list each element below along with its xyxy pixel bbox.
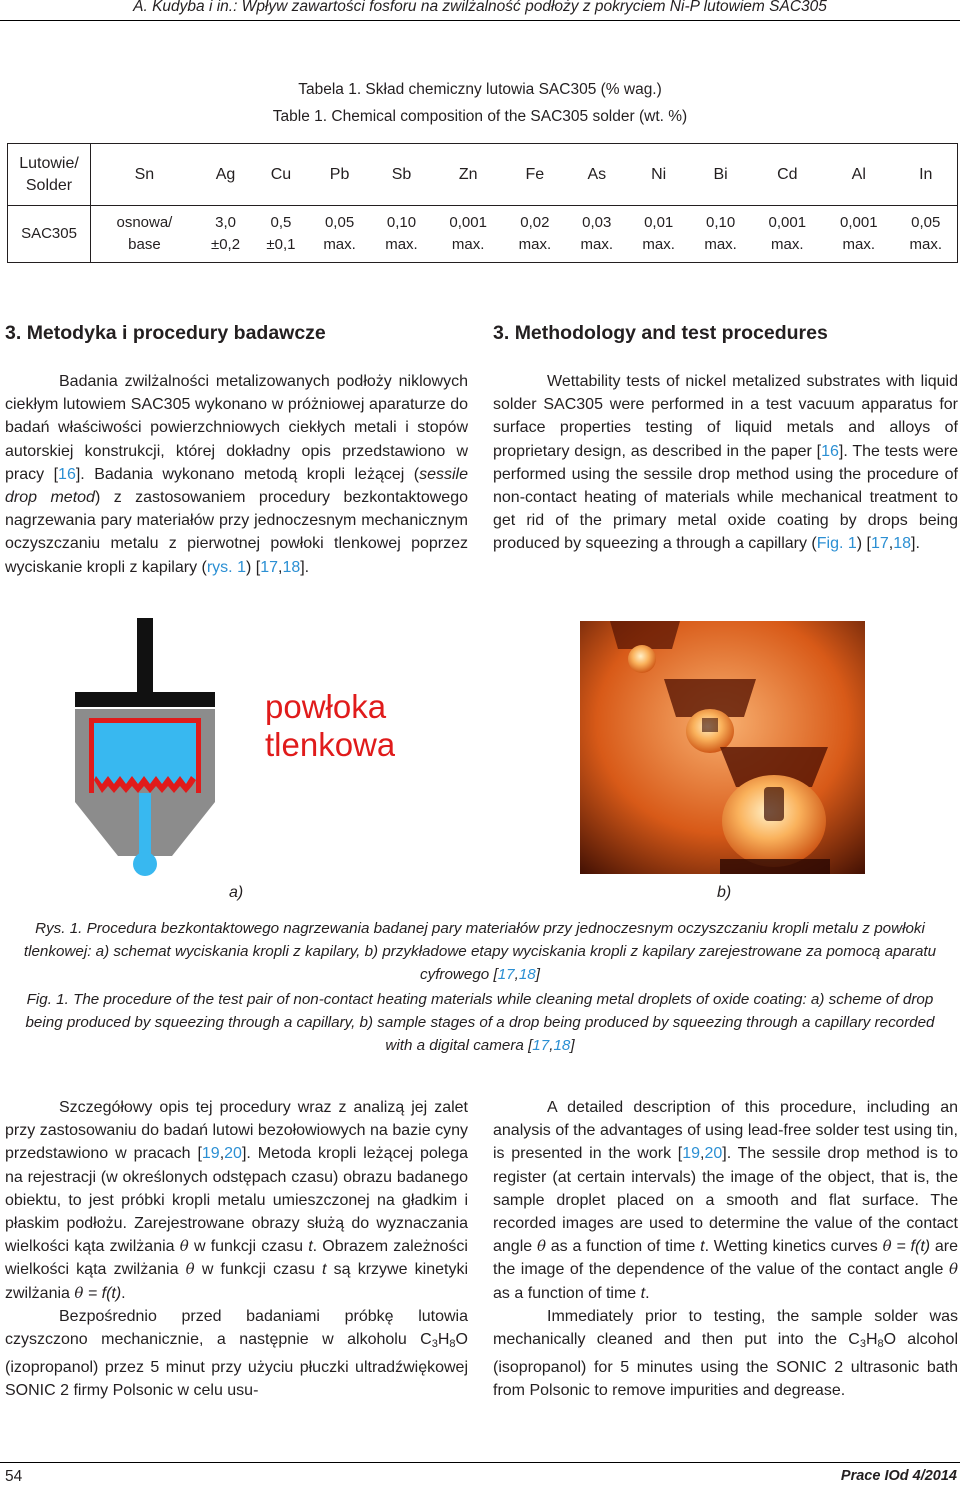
column-header: Pb: [309, 144, 371, 206]
table-caption-en: Table 1. Chemical composition of the SAC305 solder (wt. %): [272, 108, 688, 125]
header-label-line1: Lutowie/: [19, 154, 79, 172]
column-header: Cd: [752, 144, 823, 206]
column-header: Fe: [504, 144, 566, 206]
liquid-metal: [94, 723, 196, 784]
column-header: In: [895, 144, 958, 206]
table-cell: 0,001 max.: [752, 206, 823, 263]
journal-name: Prace IOd 4/2014: [840, 1468, 957, 1484]
citation-link[interactable]: 18: [282, 558, 301, 576]
citation-link[interactable]: 17: [260, 558, 278, 576]
table-cell: 0,01 max.: [628, 206, 690, 263]
table-cell: 0,001 max.: [432, 206, 503, 263]
citation-link[interactable]: 19: [682, 1145, 701, 1163]
column-header: As: [566, 144, 628, 206]
oxide-label-line2: tlenkowa: [265, 726, 395, 763]
paragraph-en-2: A detailed description of this procedure, including an analysis of the advantages of using lead-free solder test using tin, is presented in the work [19,20]. The sessile drop method is to register (at certain intervals) the image of the object, that is, the sample droplet placed on a smooth and flat surface. The recorded images are used to determine the value of the contact angle θ as a function of time t. Wetting kinetics curves θ = f(t) are the image of the dependence of the value of the contact angle θ as a function of time t. Immediately prior to testing, the sample solder was mechanically cleaned and then put into the C3H8O alcohol (isopropanol) for 5 minutes using the SONIC 2 ultrasonic bath from Polsonic to remove impurities and degrease.: [493, 1099, 959, 1400]
citation-link[interactable]: 17: [532, 1036, 550, 1054]
table-cell: 0,02 max.: [504, 206, 566, 263]
column-header: Ag: [198, 144, 253, 206]
citation-link[interactable]: 16: [58, 465, 76, 483]
table-cell: 0,5 ±0,1: [253, 206, 308, 263]
table-row: [8, 206, 958, 263]
table-cell: osnowa/ base: [91, 206, 198, 263]
citation-link[interactable]: 20: [224, 1145, 242, 1163]
paragraph-pl-1: Badania zwilżalności metalizowanych podłoży niklowych ciekłym lutowiem SAC305 wykonano w próżniowej aparaturze do badań właściwości powierzchniowych ciekłych metali i stopów autorskiej konstrukcji, której dokładny opis przedstawiono w pracy [16]. Badania wykonano metodą kropli leżącej (sessile drop metod) z zastosowaniem procedury bezkontaktowego nagrzewania pary materiałów przy jednoczesnym mechanicznym oczyszczaniu metalu z pierwotnej powłoki tlenkowej poprzez wyciskanie kropli z kapilary (rys. 1) [17,18].: [5, 373, 468, 576]
citation-link[interactable]: 17: [871, 535, 889, 553]
paragraph-pl-2: Szczegółowy opis tej procedury wraz z analizą jej zalet przy zastosowaniu do badań lutowi bezołowiowych na bazie cyny przedstawiono w pracach [19,20]. Metoda kropli leżącej polega na rejestracji (w określonych odstępach czasu) obrazu badanego obiektu, to jest próbki kropli metalu umieszczonej na gładkim i płaskim podłożu. Zarejestrowane obrazy służą do wyznaczania wielkości kąta zwilżania θ w funkcji czasu t. Obrazem zależności wielkości kąta zwilżania θ w funkcji czasu t są krzywe kinetyki zwilżania θ = f(t). Bezpośrednio przed badaniami próbkę lutowia czyszczono mechanicznie, a następnie w alkoholu C3H8O (izopropanol) przez 5 minut przy użyciu płuczki ultradźwiękowej SONIC 2 firmy Polsonic w celu usu-: [5, 1099, 468, 1400]
figure-caption-en: Fig. 1. The procedure of the test pair of non-contact heating materials while cleaning metal droplets of oxide coating: a) scheme of drop being produced by squeezing through a capillary, b) sample stages of a drop being produced by squeezing through a capillary recorded with a digital camera [17,18]: [25, 991, 935, 1054]
table-cell: 0,10 max.: [690, 206, 752, 263]
figure-caption-pl: Rys. 1. Procedura bezkontaktowego nagrzewania badanej pary materiałów przy jednoczesnym oczyszczaniu kropli metalu z powłoki tlenkowej: a) schemat wyciskania kropli z kapilary, b) przykładowe etapy wyciskania kropli z kapilary zarejestrowane za pomocą aparatu cyfrowego [17,18]: [23, 920, 937, 983]
citation-link[interactable]: 16: [821, 442, 839, 460]
table-cell: 3,0 ±0,2: [198, 206, 253, 263]
citation-link[interactable]: 20: [704, 1145, 723, 1163]
table-caption-pl: Tabela 1. Skład chemiczny lutowia SAC305 (% wag.): [298, 81, 662, 98]
figure-label-b: b): [717, 884, 732, 901]
column-header: Ni: [628, 144, 690, 206]
column-header: Bi: [690, 144, 752, 206]
citation-link[interactable]: 18: [518, 965, 536, 983]
column-header: Sn: [91, 144, 198, 206]
header-divider: [0, 20, 960, 21]
table-cell: 0,03 max.: [566, 206, 628, 263]
photo-sequence: [580, 621, 865, 874]
oxide-label-line1: powłoka: [265, 688, 387, 725]
column-header: Sb: [371, 144, 433, 206]
section-heading-pl: 3. Metodyka i procedury badawcze: [5, 322, 326, 344]
citation-link[interactable]: 18: [893, 535, 912, 553]
header-label-line2: Solder: [25, 176, 73, 194]
running-header: A. Kudyba i in.: Wpływ zawartości fosforu na zwilżalność podłoży z pokryciem Ni-P lutowiem SAC305: [133, 0, 827, 15]
section-heading-en: 3. Methodology and test procedures: [493, 322, 828, 344]
citation-link[interactable]: 18: [553, 1036, 571, 1054]
droplet: [133, 852, 157, 876]
footer-divider: [0, 1462, 960, 1463]
table-cell: 0,10 max.: [371, 206, 433, 263]
row-label: SAC305: [8, 206, 91, 263]
citation-link[interactable]: 19: [201, 1145, 220, 1163]
plunger-rod: [137, 618, 153, 692]
capillary-schematic: [55, 618, 395, 880]
paragraph-en-1: Wettability tests of nickel metalized substrates with liquid solder SAC305 were performed in a test vacuum apparatus for surface properties testing of liquid metals and alloys of proprietary design, as described in the paper [16]. The tests were performed using the sessile drop method using the procedure of non-contact heating of materials while mechanical treatment to get rid of the primary metal oxide coating by drops being produced by squeezing a through a capillary (Fig. 1) [17,18].: [493, 373, 958, 553]
column-header: Zn: [432, 144, 503, 206]
composition-table: [7, 143, 958, 263]
page-number: 54: [5, 1468, 23, 1485]
figure-label-a: a): [229, 884, 244, 901]
citation-link[interactable]: 17: [497, 965, 515, 983]
table-header-row: [8, 144, 958, 206]
table-cell: 0,05 max.: [895, 206, 958, 263]
figure-link[interactable]: rys. 1: [206, 558, 246, 576]
figure-link[interactable]: Fig. 1: [816, 535, 857, 553]
capillary-channel: [139, 793, 151, 856]
column-header: Al: [823, 144, 894, 206]
plunger-head: [75, 692, 215, 707]
table-cell: 0,05 max.: [309, 206, 371, 263]
table-header-label: [8, 144, 91, 206]
column-header: Cu: [253, 144, 308, 206]
table-cell: 0,001 max.: [823, 206, 894, 263]
